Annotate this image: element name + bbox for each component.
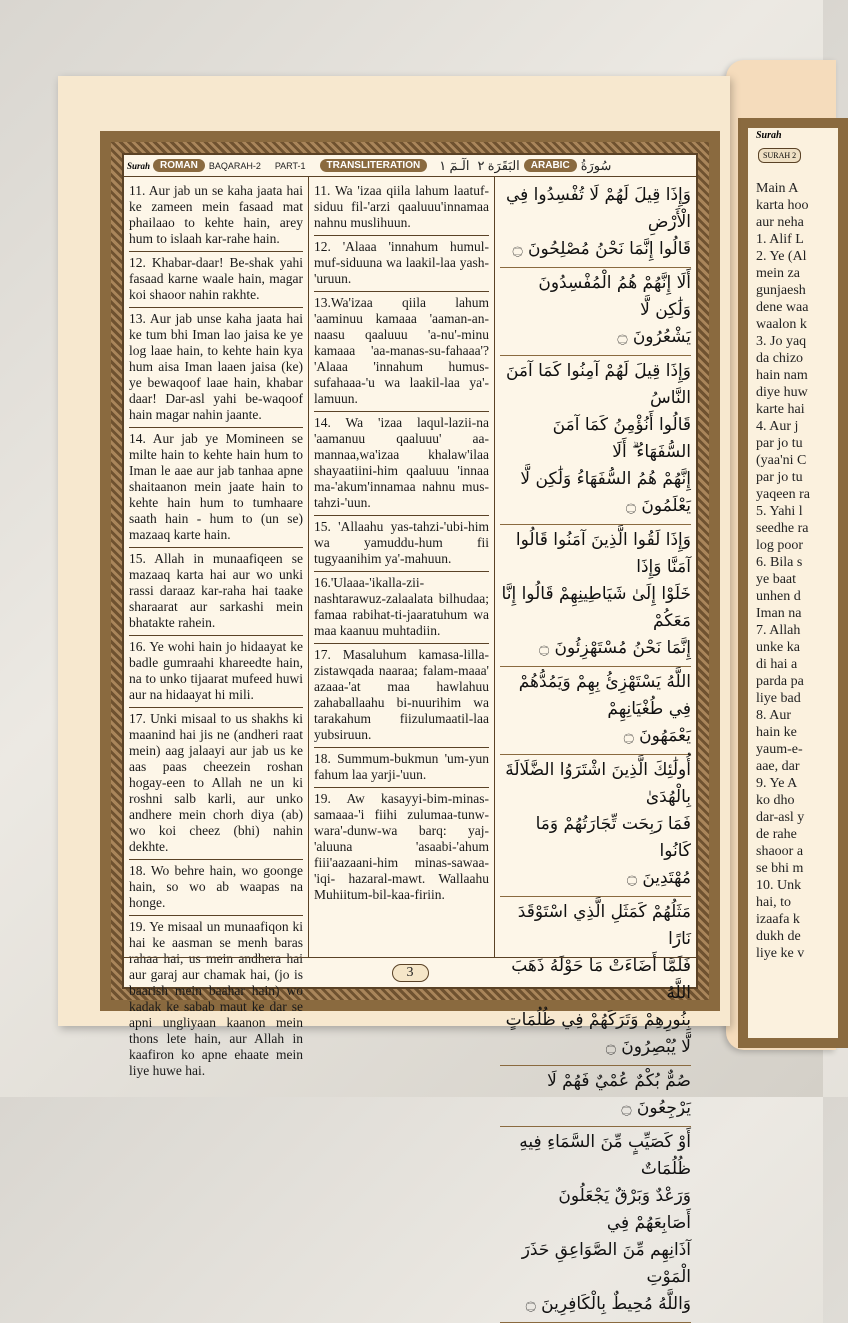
- arabic-verse: [500, 356, 691, 525]
- roman-verse: 14. Aur jab ye Momineen se milte hain to kehte hain hum to Iman le aae aur jab tanhaa apne shaitaanon mein jaate hain to kehte hain hum to tumhaare saath hain - hum to (un se) mazaaq karte hain.: [129, 428, 303, 548]
- transliteration-verse: 15. 'Allaahu yas-tahzi-'ubi-him wa yamuddu-hum fii tugyaanihim ya'-mahuun.: [314, 516, 489, 572]
- page-content: [122, 153, 698, 1314]
- transliteration-verse: 12. 'Alaaa 'innahum humul-muf-siduuna wa laakil-laa yash-'uruun.: [314, 236, 489, 292]
- next-page-line: unke ka: [756, 640, 800, 655]
- next-page-line: 7. Allah: [756, 623, 801, 638]
- transliteration-tab: TRANSLITERATION: [320, 159, 428, 172]
- roman-verse: 16. Ye wohi hain jo hidaayat ke badle gumraahi khareedte hain, na to unko tijaarat mufeed huwi aur na hidaayat hi mili.: [129, 636, 303, 708]
- arabic-line: مُهْتَدِينَ ۝: [626, 868, 691, 888]
- next-page-line: da chizo: [756, 351, 804, 366]
- transliteration-verse: 13.Wa'izaa qiila lahum 'aaminuu kamaaa 'aaman-an-naasu qaaluuu 'a-nu'-minu kamaaa 'aa-manas-su-fahaaa'? 'Alaaa 'innahum humus-sufahaaa-'u wa laakil-laa ya'-lamuun.: [314, 292, 489, 412]
- text-columns: [124, 177, 696, 1314]
- next-page-line: seedhe ra: [756, 521, 809, 536]
- arabic-verse: [500, 180, 691, 268]
- roman-verse: 11. Aur jab un se kaha jaata hai ke zameen mein fasaad mat phailaao to kehte hain, arey hum to islaah kar-rahe hain.: [129, 180, 303, 252]
- next-page-line: yaqeen ra: [756, 487, 811, 502]
- next-page-lines: [756, 180, 846, 962]
- transliteration-verse: 17. Masaluhum kamasa-lilla-zistawqada naaraa; falam-maaa' azaaa-'at maa hawlahuu zahaballaahu bi-nuurihim wa tarakahum fiizulumaatil-laa yubsiruun.: [314, 644, 489, 748]
- transliteration-verse: 11. Wa 'izaa qiila lahum laatuf-siduu fil-'arzi qaaluuu'innamaa nahnu muslihuun.: [314, 180, 489, 236]
- arabic-line: لَّا يُبْصِرُونَ ۝: [605, 1037, 691, 1057]
- arabic-line: إِنَّمَا نَحْنُ مُسْتَهْزِئُونَ ۝: [539, 638, 691, 658]
- next-page-line: karte hai: [756, 402, 805, 417]
- next-page-line: di hai a: [756, 657, 798, 672]
- arabic-line: يَعْمَهُونَ ۝: [623, 726, 691, 746]
- roman-verse: 15. Allah in munaafiqeen se mazaaq karta hai aur wo unki rassi daraaz kar-raha hai taake sharaarat aur sarkashi mein bhatakte rahein.: [129, 548, 303, 636]
- next-page-line: gunjaesh: [756, 283, 806, 298]
- next-page-line: 3. Jo yaq: [756, 334, 807, 349]
- next-page-line: hain ke: [756, 725, 797, 740]
- page-header: [124, 155, 696, 177]
- next-page-line: liye bad: [756, 691, 801, 706]
- roman-column: [124, 177, 309, 1078]
- arabic-column: [495, 177, 696, 1314]
- next-page-line: dar-asl y: [756, 810, 805, 825]
- arabic-line: يَشْعُرُونَ ۝: [617, 327, 691, 347]
- next-page-line: log poor: [756, 538, 804, 553]
- next-page-line: shaoor a: [756, 844, 804, 859]
- arabic-line: وَإِذَا قِيلَ لَهُمْ آمِنُوا كَمَا آمَنَ النَّاسُ: [505, 361, 691, 408]
- next-page-line: 9. Ye A: [756, 776, 798, 791]
- arabic-line: خَلَوْا إِلَىٰ شَيَاطِينِهِمْ قَالُوا إِنَّا مَعَكُمْ: [501, 584, 691, 631]
- arabic-line: فَلَمَّا أَضَاءَتْ مَا حَوْلَهُ ذَهَبَ اللَّهُ: [511, 956, 691, 1003]
- book-page: [58, 76, 730, 1314]
- next-surah-label: Surah: [756, 130, 782, 141]
- roman-verse: 12. Khabar-daar! Be-shak yahi fasaad karne waale hain, magar koi shaoor nahin rakhte.: [129, 252, 303, 308]
- next-page-line: 5. Yahi l: [756, 504, 803, 519]
- next-page-line: izaafa k: [756, 912, 800, 927]
- next-page-line: de rahe: [756, 827, 797, 842]
- arabic-surah-word: سُورَةُ: [580, 157, 612, 173]
- next-page-line: se bhi m: [756, 861, 804, 876]
- arabic-line: أَوْ كَصَيِّبٍ مِّنَ السَّمَاءِ فِيهِ ظُلُمَاتٌ: [519, 1132, 691, 1179]
- next-page-line: aae, dar: [756, 759, 800, 774]
- next-page-line: 1. Alif L: [756, 232, 804, 247]
- part-label: PART-1: [274, 160, 306, 171]
- next-page-line: par jo tu: [756, 436, 803, 451]
- next-page-line: ye baat: [756, 572, 797, 587]
- next-page-line: dukh de: [756, 929, 801, 944]
- arabic-part: الٓـمٓ ١: [439, 157, 470, 173]
- surah-label: Surah: [127, 160, 151, 171]
- page-number: 3: [392, 964, 429, 982]
- next-page-line: 4. Aur j: [756, 419, 799, 434]
- arabic-surah-name: البَقَرَة ٢: [477, 157, 520, 173]
- next-page: [726, 60, 836, 1050]
- next-page-line: Iman na: [756, 606, 802, 621]
- next-page-line: waalon k: [756, 317, 807, 332]
- arabic-line: اللَّهُ يَسْتَهْزِئُ بِهِمْ وَيَمُدُّهُمْ فِي طُغْيَانِهِمْ: [518, 672, 691, 719]
- next-page-line: 10. Unk: [756, 878, 802, 893]
- transliteration-column: [309, 177, 495, 957]
- next-page-line: mein za: [756, 266, 800, 281]
- arabic-line: آذَانِهِم مِّنَ الصَّوَاعِقِ حَذَرَ الْمَوْتِ: [521, 1240, 691, 1287]
- next-page-line: parda pa: [756, 674, 804, 689]
- next-page-line: (yaa'ni C: [756, 453, 807, 468]
- transliteration-verse: 19. Aw kasayyi-bim-minas-samaaa-'i fiihi zulumaa-tunw-wara'-dunw-wa barq: yaj-'aluuna 'asaabi-'ahum fiii'aazaani-him minas-sawaa-'iqi- hazaral-mawt. Wallaahu Muhiitum-bil-kaa-firiin.: [314, 791, 489, 902]
- next-page-line: aur neha: [756, 215, 804, 230]
- arabic-line: بِنُورِهِمْ وَتَرَكَهُمْ فِي ظُلُمَاتٍ: [505, 1010, 691, 1030]
- roman-verse: 18. Wo behre hain, wo goonge hain, so wo ab waapas na honge.: [129, 860, 303, 916]
- transliteration-verse: 14. Wa 'izaa laqul-lazii-na 'aamanuu qaaluuu' aa-mannaa,wa'izaa khalaw'ilaa shayaatiini-him qaaluuu 'innaa ma-'akum'innamaa nahnu mus-tahzi-'uun.: [314, 412, 489, 516]
- arabic-line: صُمٌّ بُكْمٌ عُمْيٌ فَهُمْ لَا يَرْجِعُونَ ۝: [547, 1071, 691, 1118]
- arabic-verse: [500, 755, 691, 897]
- arabic-verse: [500, 667, 691, 755]
- next-page-line: hain nam: [756, 368, 808, 383]
- transliteration-verse: 16.'Ulaaa-'ikalla-zii-nashtarawuz-zalaalata bilhudaa; famaa rabihat-ti-jaaratuhum wa maa kaanuu muhtadiin.: [314, 572, 489, 644]
- arabic-line: وَإِذَا لَقُوا الَّذِينَ آمَنُوا قَالُوا آمَنَّا وَإِذَا: [515, 530, 691, 577]
- next-page-line: 2. Ye (Al: [756, 249, 807, 264]
- arabic-verse: [500, 1127, 691, 1323]
- ornamental-frame: [100, 131, 720, 1314]
- surah-name: BAQARAH-2: [208, 160, 261, 171]
- next-surah-badge: SURAH 2: [758, 148, 801, 163]
- arabic-line: فَمَا رَبِحَت تِّجَارَتُهُمْ وَمَا كَانُوا: [535, 814, 691, 861]
- next-page-line: yaum-e-: [756, 742, 803, 757]
- arabic-tab: ARABIC: [524, 159, 577, 172]
- arabic-verse: [500, 525, 691, 667]
- arabic-line: أُولَٰئِكَ الَّذِينَ اشْتَرَوُا الضَّلَالَةَ بِالْهُدَىٰ: [505, 760, 691, 807]
- arabic-line: قَالُوا إِنَّمَا نَحْنُ مُصْلِحُونَ ۝: [512, 239, 691, 259]
- next-page-line: Main A: [756, 181, 799, 196]
- roman-verse: 17. Unki misaal to us shakhs ki maanind hai jis ne (andheri raat mein) aag jalaayi aur jab us ke aas paas cheezein roshan hogay-een to Allah ne un ki roshni salb karli, aur unko andhere mein chorh diya (ab) wo koi cheez (bhi) nahin dekhte.: [129, 708, 303, 860]
- next-page-line: 8. Aur: [756, 708, 791, 723]
- next-page-line: karta hoo: [756, 198, 809, 213]
- arabic-verse: [500, 268, 691, 356]
- arabic-line: أَلَا إِنَّهُمْ هُمُ الْمُفْسِدُونَ وَلَٰكِن لَّا: [538, 273, 691, 320]
- arabic-line: قَالُوا أَنُؤْمِنُ كَمَا آمَنَ السُّفَهَاءُ ۗ أَلَا: [552, 415, 691, 462]
- next-page-line: hai, to: [756, 895, 791, 910]
- transliteration-verse: 18. Summum-bukmun 'um-yun fahum laa yarji-'uun.: [314, 748, 489, 788]
- arabic-line: وَاللَّهُ مُحِيطٌ بِالْكَافِرِينَ ۝: [525, 1294, 691, 1314]
- next-page-line: liye ke v: [756, 946, 805, 961]
- arabic-verse: [500, 1066, 691, 1127]
- roman-verse: 13. Aur jab unse kaha jaata hai ke tum bhi Iman lao jaisa ke ye log laae hain, to kehte hain kya hum aisa Iman laaen jaisa (ke) ye bewaqoof laae hain, khabar daar! Dar-asl yahi be-waqoof hain magar nahin jaante.: [129, 308, 303, 428]
- arabic-line: وَإِذَا قِيلَ لَهُمْ لَا تُفْسِدُوا فِي الْأَرْضِ: [505, 185, 691, 232]
- page-footer: [124, 957, 696, 987]
- next-page-line: dene waa: [756, 300, 809, 315]
- next-page-line: ko dho: [756, 793, 795, 808]
- next-page-line: 6. Bila s: [756, 555, 803, 570]
- arabic-line: مَثَلُهُمْ كَمَثَلِ الَّذِي اسْتَوْقَدَ نَارًا: [517, 902, 691, 949]
- arabic-line: وَرَعْدٌ وَبَرْقٌ يَجْعَلُونَ أَصَابِعَهُمْ فِي: [558, 1186, 691, 1233]
- roman-tab: ROMAN: [153, 159, 205, 172]
- arabic-line: إِنَّهُمْ هُمُ السُّفَهَاءُ وَلَٰكِن لَّا يَعْلَمُونَ ۝: [520, 469, 691, 516]
- next-page-line: unhen d: [756, 589, 801, 604]
- next-page-line: diye huw: [756, 385, 808, 400]
- roman-verse: 19. Ye misaal un munaafiqon ki hai ke aasman se menh baras rahaa hai, us mein andhera hai aur garaj aur chamak hai, (jo is baarish mein baahar hain) wo kadak ke sabab maut ke dar se apni ungliyaan kaanon mein thons lete hain, aur Allah in kaafiron ko apne ehaate mein liye huwe hai.: [129, 919, 303, 1078]
- next-page-line: par jo tu: [756, 470, 803, 485]
